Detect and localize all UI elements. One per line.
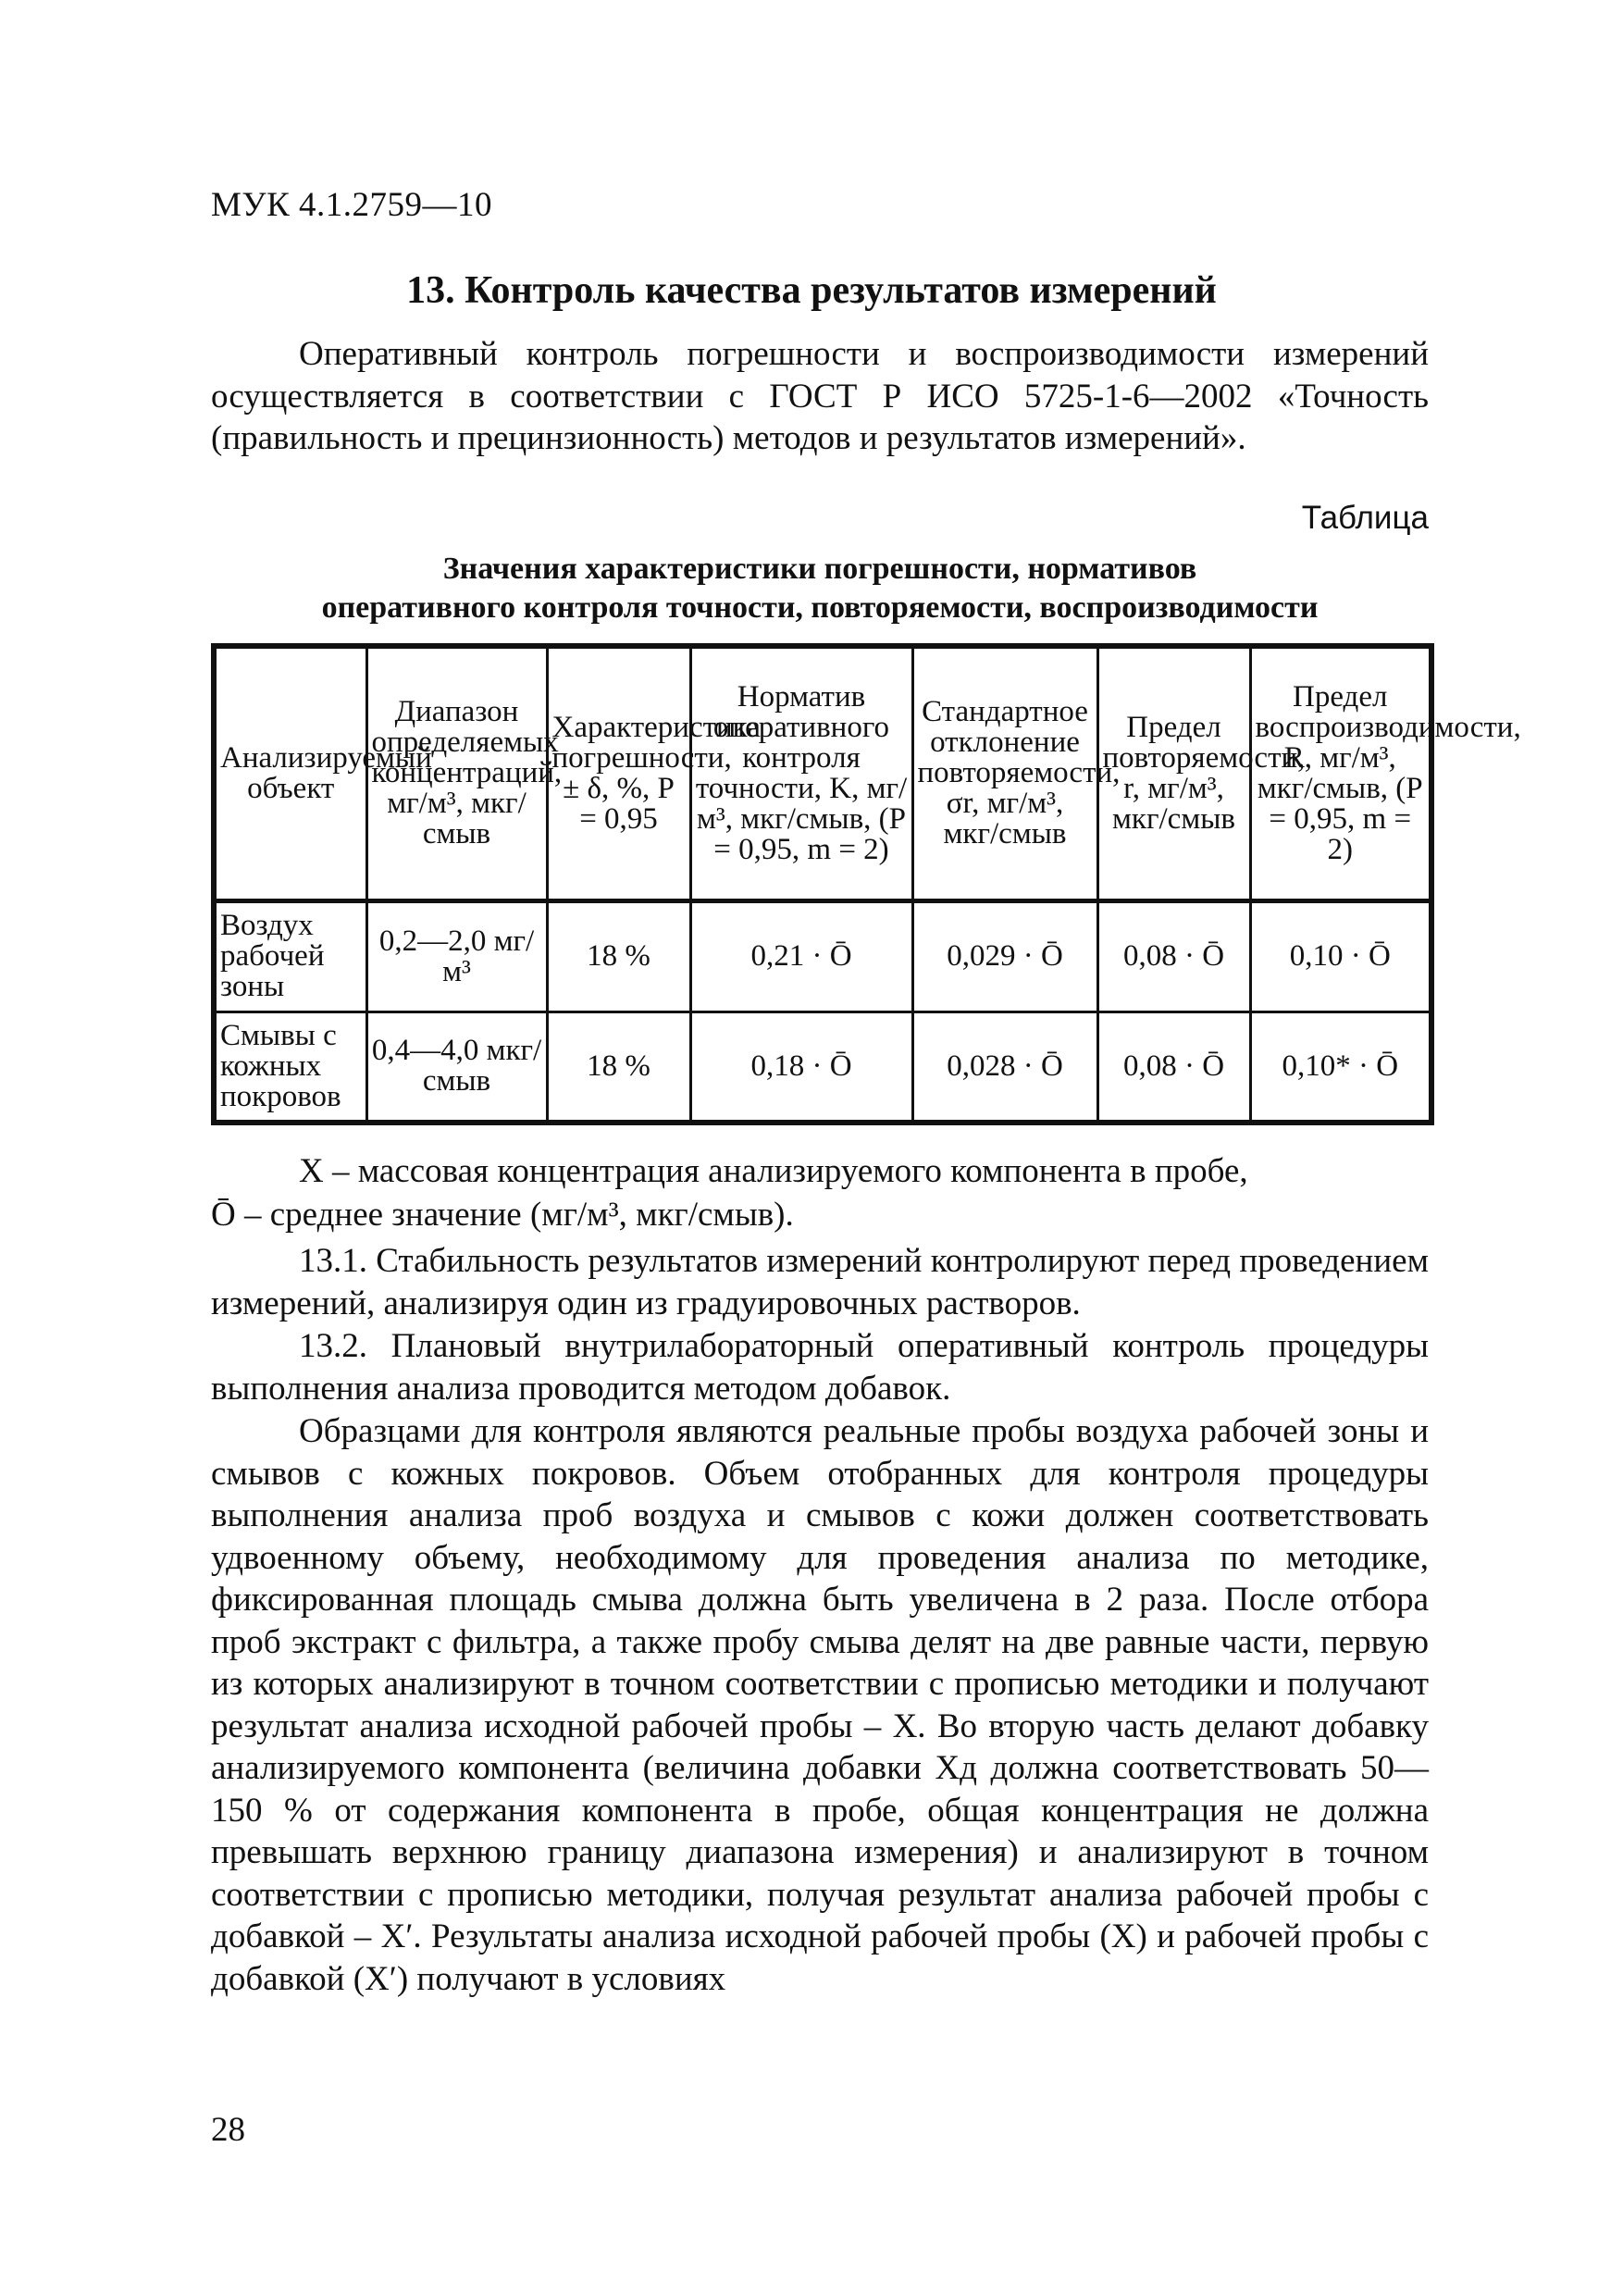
section-title: 13. Контроль качества результатов измерений xyxy=(406,269,1217,312)
table-cell: Воздух рабочей зоны xyxy=(214,900,366,1011)
table-row xyxy=(214,1011,1431,1123)
header-cell: Предел повторяемости, r, мг/м³, мкг/смыв xyxy=(1097,646,1250,900)
table-cell: 0,08 · Ō xyxy=(1097,900,1250,1011)
header-cell: Стандартное отклонение повторяемости, σr, мг/м³, мкг/смыв xyxy=(912,646,1097,900)
table-cell: 0,029 · Ō xyxy=(912,900,1097,1011)
table-cell: 0,10* · Ō xyxy=(1250,1011,1431,1123)
table-label: Таблица xyxy=(1301,500,1429,536)
note-x: X – массовая концентрация анализируемого компонента в пробе, xyxy=(299,1152,1248,1190)
table-cell: 0,21 · Ō xyxy=(690,900,912,1011)
table-cell: 0,4—4,0 мкг/смыв xyxy=(366,1011,547,1123)
table-row xyxy=(214,900,1431,1011)
table-cell: 0,028 · Ō xyxy=(912,1011,1097,1123)
intro-paragraph: Оперативный контроль погрешности и воспроизводимости измерений осуществляется в соответствии с ГОСТ Р ИСО 5725-1-6—2002 «Точность (правильность и прецинзионность) методов и результатов измерений». xyxy=(211,335,1429,457)
table-title xyxy=(211,550,1429,627)
table-cell: 0,18 · Ō xyxy=(690,1011,912,1123)
table-cell: 18 % xyxy=(547,900,690,1011)
paragraph-samples: Образцами для контроля являются реальные пробы воздуха рабочей зоны и смывов с кожных покровов. Объем отобранных для контроля процедуры выполнения анализа проб воздуха и смывов с кожи должен соответствовать удвоенному объему, необходимому для проведения анализа по методике, фиксированная площадь смыва должна быть увеличена в 2 раза. После отбора проб экстракт с фильтра, а также пробу смыва делят на две равные части, первую из которых анализируют в точном соответствии с прописью методики и получают результат анализа исходной рабочей пробы – X. Во вторую часть делают добавку анализируемого компонента (величина добавки Xд должна соответствовать 50—150 % от содержания компонента в пробе, общая концентрация не должна превышать верхнюю границу диапазона измерения) и анализируют в точном соответствии с прописью методики, получая результат анализа рабочей пробы с добавкой – X′. Результаты анализа исходной рабочей пробы (X) и рабочей пробы с добавкой (X′) получают в условиях xyxy=(211,1412,1429,1998)
table-cell: 0,10 · Ō xyxy=(1250,900,1431,1011)
paragraph-13-2: 13.2. Плановый внутрилабораторный оперативный контроль процедуры выполнения анализа проводится методом добавок. xyxy=(211,1327,1429,1408)
header-cell: Характеристика погрешности, ± δ, %, P = 0,95 xyxy=(547,646,690,900)
table-title-line2: оперативного контроля точности, повторяемости, воспроизводимости xyxy=(321,590,1319,625)
document-header: МУК 4.1.2759—10 xyxy=(211,186,493,224)
paragraph-13-1: 13.1. Стабильность результатов измерений контролируют перед проведением измерений, анализируя один из градуировочных растворов. xyxy=(211,1242,1429,1322)
header-cell: Норматив оперативного контроля точности, K, мг/м³, мкг/смыв, (P = 0,95, m = 2) xyxy=(690,646,912,900)
header-cell: Анализируемый объект xyxy=(214,646,366,900)
note-o: Ō – среднее значение (мг/м³, мкг/смыв). xyxy=(211,1196,794,1234)
table-cell: 0,2—2,0 мг/м³ xyxy=(366,900,547,1011)
table-cell: 0,08 · Ō xyxy=(1097,1011,1250,1123)
table-cell: 18 % xyxy=(547,1011,690,1123)
table-title-line1: Значения характеристики погрешности, нормативов xyxy=(442,552,1197,586)
error-characteristics-table xyxy=(211,643,1521,1125)
header-cell: Диапазон определяемых концентраций, мг/м³, мкг/смыв xyxy=(366,646,547,900)
page-number: 28 xyxy=(211,2111,245,2149)
header-cell: Предел воспроизводимости, R, мг/м³, мкг/смыв, (P = 0,95, m = 2) xyxy=(1250,646,1431,900)
table-cell: Смывы с кожных покровов xyxy=(214,1011,366,1123)
